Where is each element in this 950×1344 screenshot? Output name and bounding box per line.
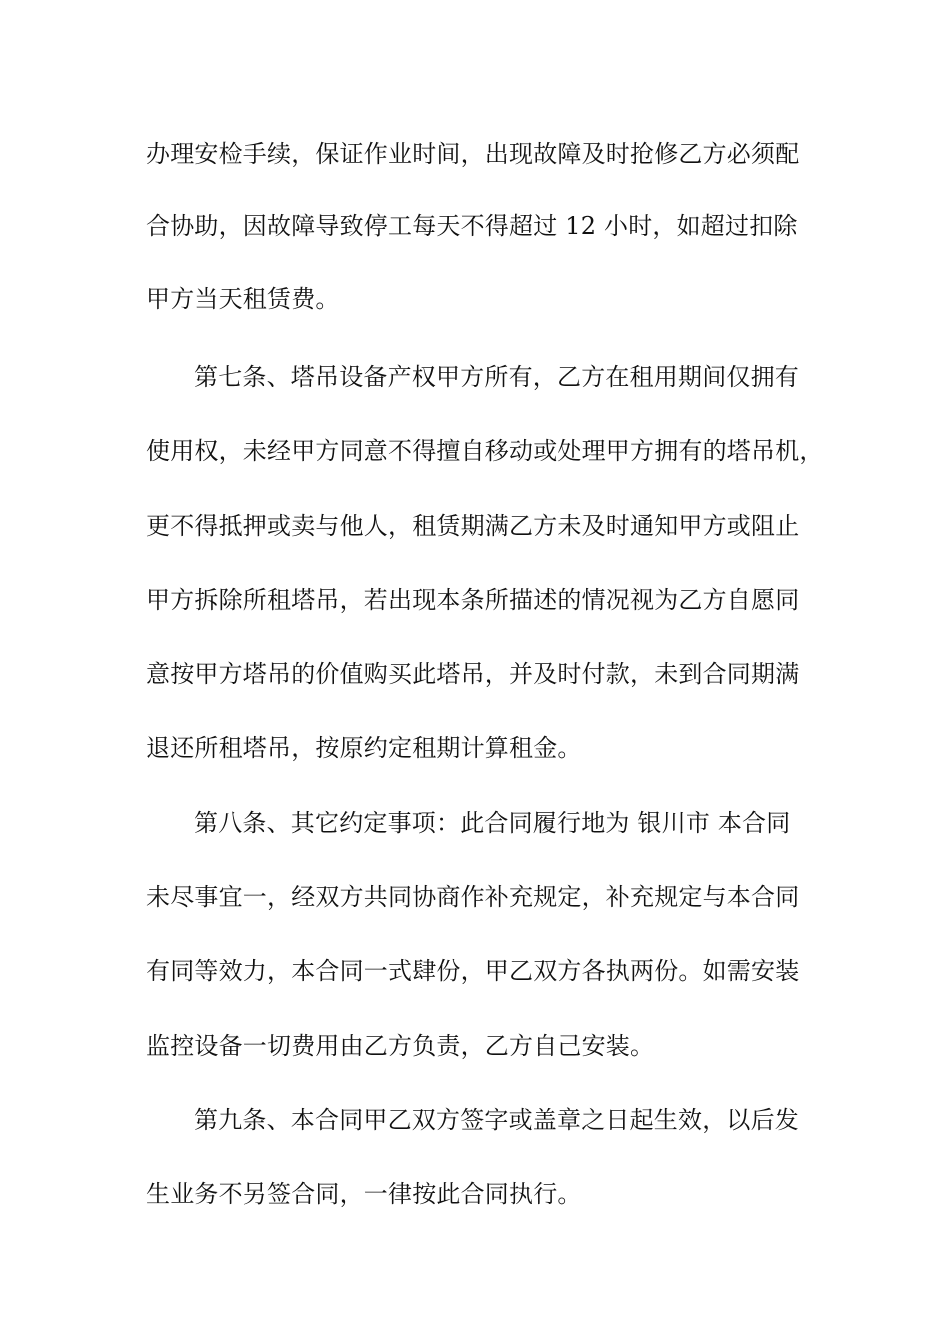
- paragraph-start-article-9: 第九条、本合同甲乙双方签字或盖章之日起生效，以后发: [194, 1106, 799, 1134]
- text-line: 退还所租塔吊，按原约定租期计算租金。: [146, 734, 582, 762]
- text-line: 甲方当天租赁费。: [146, 285, 340, 313]
- text-line: 有同等效力，本合同一式肆份，甲乙双方各执两份。如需安装: [146, 957, 800, 985]
- text-line: 更不得抵押或卖与他人，租赁期满乙方未及时通知甲方或阻止: [146, 512, 800, 540]
- text-line: 生业务不另签合同，一律按此合同执行。: [146, 1180, 582, 1208]
- text-line: 未尽事宜一，经双方共同协商作补充规定，补充规定与本合同: [146, 883, 800, 911]
- text-line: 监控设备一切费用由乙方负责，乙方自己安装。: [146, 1032, 655, 1060]
- paragraph-start-article-8: 第八条、其它约定事项：此合同履行地为 银川市 本合同: [194, 809, 791, 837]
- text-line: 意按甲方塔吊的价值购买此塔吊，并及时付款，未到合同期满: [146, 660, 800, 688]
- paragraph-start-article-7: 第七条、塔吊设备产权甲方所有，乙方在租用期间仅拥有: [194, 363, 799, 391]
- text-line: 甲方拆除所租塔吊，若出现本条所描述的情况视为乙方自愿同: [146, 586, 800, 614]
- text-line: 使用权，未经甲方同意不得擅自移动或处理甲方拥有的塔吊机，: [146, 437, 824, 465]
- text-line: 办理安检手续，保证作业时间，出现故障及时抢修乙方必须配: [146, 140, 800, 168]
- text-line: 合协助，因故障导致停工每天不得超过 12 小时，如超过扣除: [146, 212, 798, 240]
